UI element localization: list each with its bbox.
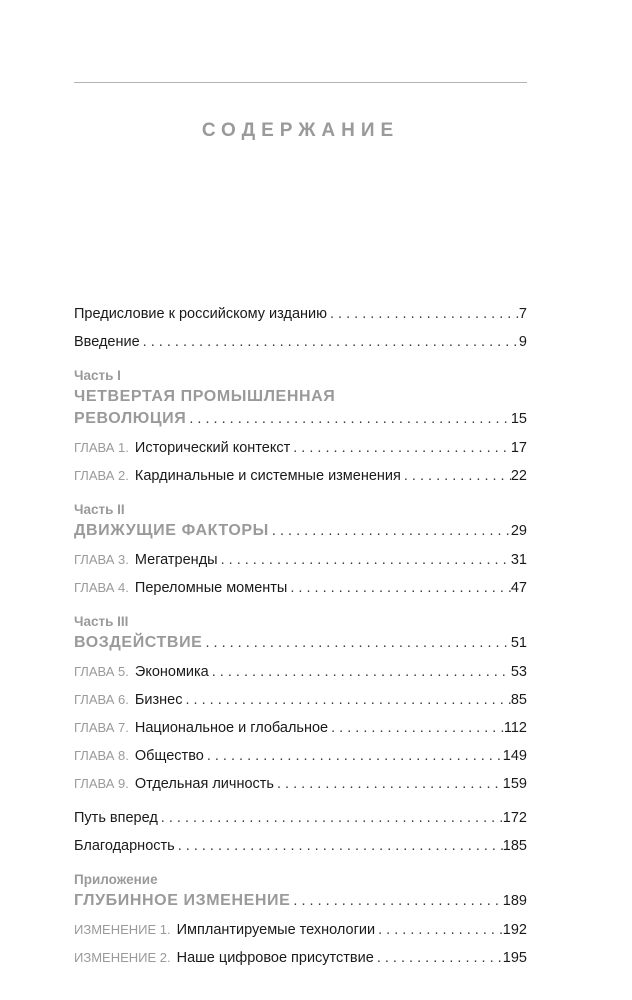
toc-page-number: 47 — [510, 580, 527, 596]
toc-entry-introduction[interactable] — [74, 332, 527, 352]
toc-entry-acknowledgements[interactable] — [74, 836, 527, 856]
part-label: Часть II — [74, 502, 125, 517]
part-title: ДВИЖУЩИЕ ФАКТОРЫ — [74, 522, 269, 539]
toc-page-number: 17 — [510, 440, 527, 456]
toc-page-number: 31 — [510, 552, 527, 568]
dot-leader — [290, 438, 511, 458]
toc-entry-chapter[interactable] — [74, 774, 527, 794]
chapter-title: Переломные моменты — [134, 580, 288, 596]
chapter-title: Кардинальные и системные изменения — [134, 468, 401, 484]
toc-page-number: 53 — [510, 664, 527, 680]
chapter-label: ГЛАВА 9. — [74, 776, 129, 791]
toc-page-number: 29 — [510, 523, 527, 539]
dot-leader — [209, 662, 511, 682]
appendix-item-label: ИЗМЕНЕНИЕ 2. — [74, 950, 171, 965]
top-rule — [74, 82, 527, 83]
toc-entry-title: Путь вперед — [74, 810, 158, 826]
dot-leader — [328, 718, 504, 738]
toc-entry-chapter[interactable] — [74, 746, 527, 766]
toc-entry-appendix[interactable] — [74, 890, 527, 912]
toc-entry-appendix-item[interactable] — [74, 920, 527, 940]
part-label: Часть I — [74, 368, 121, 383]
chapter-label: ГЛАВА 6. — [74, 692, 129, 707]
toc-page-number: 172 — [502, 810, 527, 826]
appendix-item-title: Наше цифровое присутствие — [176, 950, 374, 966]
dot-leader — [327, 304, 519, 324]
appendix-item-label: ИЗМЕНЕНИЕ 1. — [74, 922, 171, 937]
appendix-title: ГЛУБИННОЕ ИЗМЕНЕНИЕ — [74, 892, 291, 909]
toc-page-number: 15 — [510, 411, 527, 427]
toc-page-number: 7 — [518, 306, 527, 322]
chapter-label: ГЛАВА 2. — [74, 468, 129, 483]
dot-leader — [202, 632, 510, 654]
toc-entry-title: Предисловие к российскому изданию — [74, 306, 327, 322]
chapter-title: Национальное и глобальное — [134, 720, 329, 736]
toc-entry-chapter[interactable] — [74, 662, 527, 682]
toc-entry-chapter[interactable] — [74, 578, 527, 598]
toc-entry-part-2[interactable] — [74, 520, 527, 542]
toc-page-number: 189 — [502, 893, 527, 909]
dot-leader — [375, 920, 503, 940]
toc-entry-chapter[interactable] — [74, 438, 527, 458]
dot-leader — [186, 408, 510, 430]
toc-entry-title: Введение — [74, 334, 140, 350]
dot-leader — [158, 808, 503, 828]
toc-page-number: 85 — [510, 692, 527, 708]
dot-leader — [182, 690, 510, 710]
chapter-title: Отдельная личность — [134, 776, 274, 792]
toc-entry-path-forward[interactable] — [74, 808, 527, 828]
toc-page-number: 192 — [502, 922, 527, 938]
toc-entry-appendix-item[interactable] — [74, 948, 527, 968]
toc-entry-chapter[interactable] — [74, 718, 527, 738]
appendix-item-title: Имплантируемые технологии — [176, 922, 376, 938]
toc-page-number: 195 — [502, 950, 527, 966]
toc-entry-chapter[interactable] — [74, 690, 527, 710]
dot-leader — [140, 332, 519, 352]
chapter-title: Общество — [134, 748, 204, 764]
toc-page-number: 159 — [502, 776, 527, 792]
chapter-title: Исторический контекст — [134, 440, 291, 456]
dot-leader — [204, 746, 503, 766]
part-title: РЕВОЛЮЦИЯ — [74, 410, 187, 427]
toc-page-number: 112 — [503, 720, 527, 736]
toc-entry-chapter[interactable] — [74, 550, 527, 570]
toc-entry-part-1[interactable] — [74, 408, 527, 430]
chapter-title: Экономика — [134, 664, 209, 680]
chapter-label: ГЛАВА 7. — [74, 720, 129, 735]
toc-page-number: 185 — [502, 838, 527, 854]
dot-leader — [374, 948, 503, 968]
chapter-title: Мегатренды — [134, 552, 218, 568]
chapter-title: Бизнес — [134, 692, 183, 708]
page-heading: СОДЕРЖАНИЕ — [201, 120, 400, 141]
toc-page-number: 9 — [518, 334, 527, 350]
chapter-label: ГЛАВА 8. — [74, 748, 129, 763]
dot-leader — [218, 550, 511, 570]
toc-entry-chapter[interactable] — [74, 466, 527, 486]
toc-entry-title: Благодарность — [74, 838, 175, 854]
chapter-label: ГЛАВА 3. — [74, 552, 129, 567]
dot-leader — [290, 890, 502, 912]
dot-leader — [274, 774, 503, 794]
toc-entry-part-3[interactable] — [74, 632, 527, 654]
part-title: ВОЗДЕЙСТВИЕ — [74, 634, 203, 651]
appendix-label: Приложение — [74, 872, 158, 887]
part-label: Часть III — [74, 614, 129, 629]
part-title-line: ЧЕТВЕРТАЯ ПРОМЫШЛЕННАЯ — [74, 388, 336, 405]
toc-entry-preface[interactable] — [74, 304, 527, 324]
toc-page-number: 51 — [510, 635, 527, 651]
chapter-label: ГЛАВА 5. — [74, 664, 129, 679]
dot-leader — [269, 520, 511, 542]
dot-leader — [401, 466, 511, 486]
toc-page-number: 22 — [510, 468, 527, 484]
chapter-label: ГЛАВА 4. — [74, 580, 129, 595]
toc-page-number: 149 — [502, 748, 527, 764]
chapter-label: ГЛАВА 1. — [74, 440, 129, 455]
dot-leader — [175, 836, 503, 856]
dot-leader — [287, 578, 511, 598]
table-of-contents — [74, 304, 527, 968]
